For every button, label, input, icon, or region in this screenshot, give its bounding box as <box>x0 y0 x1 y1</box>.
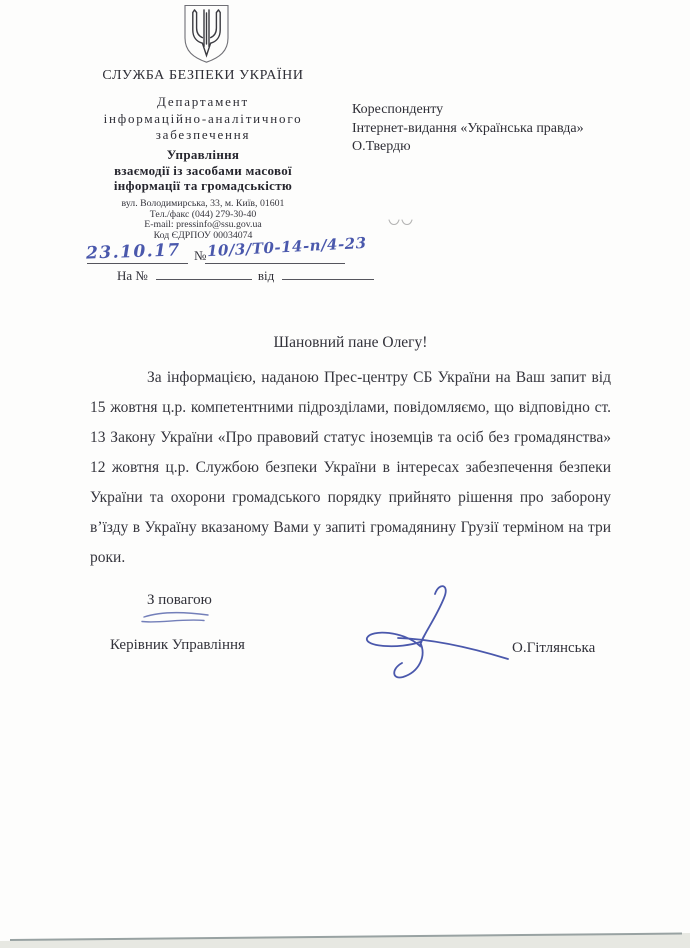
phone-line: Тел./факс (044) 279-30-40 <box>149 208 257 220</box>
trident-icon <box>183 4 230 64</box>
reply-number-blank-line <box>156 267 252 280</box>
addressee-line: О.Твердю <box>352 139 411 154</box>
department-line: Департамент <box>157 94 249 109</box>
department-line: інформаційно-аналітичного <box>103 110 303 126</box>
addressee-line: Інтернет-видання «Українська правда» <box>352 120 584 136</box>
reply-date-blank-line <box>282 267 374 280</box>
reply-reference-row <box>117 267 374 284</box>
outgoing-date-handwritten: 23.10.17 <box>85 240 182 264</box>
outgoing-number-blank-line <box>205 263 345 264</box>
regards-underline-flourish <box>140 609 212 626</box>
body-paragraph: За інформацією, наданою Прес-центру СБ України на Ваш запит від 15 жовтня ц.р. компетентними підрозділами, повідомляємо, що відповідно ст. 13 Закону України «Про правовий статус іноземців та осіб без громадянства» 12 жовтня ц.р. Службою безпеки України в інтересах забезпечення безпеки України та охорони громадського порядку прийнято рішення про заборону в’їзду в Україну вказаному Вами у запиті громадянину Грузії терміном на три роки. <box>90 369 611 566</box>
coat-of-arms-emblem <box>183 4 230 64</box>
email-line: E-mail: pressinfo@ssu.gov.ua <box>144 219 262 231</box>
signer-position: Керівник Управління <box>110 637 245 653</box>
outgoing-date-blank-line <box>87 263 188 264</box>
addressee-line: Кореспонденту <box>352 102 444 117</box>
reply-from-label: від <box>257 268 275 283</box>
outgoing-number-label: № <box>194 248 207 263</box>
addressee-block <box>352 101 672 157</box>
reply-label: На № <box>117 268 148 283</box>
scan-bottom-edge <box>0 930 690 948</box>
division-line: Управління <box>166 147 240 162</box>
contact-block <box>67 199 339 241</box>
regards-text: З повагою <box>147 592 212 608</box>
address-line: вул. Володимирська, 33, м. Київ, 01601 <box>121 198 285 209</box>
stray-ink-mark <box>386 216 420 229</box>
department-name <box>67 94 339 144</box>
division-line: взаємодії із засобами масової <box>114 162 292 178</box>
agency-name: СЛУЖБА БЕЗПЕКИ УКРАЇНИ <box>102 68 304 83</box>
department-line: забезпечення <box>155 127 251 142</box>
division-name <box>67 147 339 194</box>
outgoing-number-handwritten: 10/3/Т0-14-п/4-23 <box>206 233 367 261</box>
signature-ink <box>340 578 512 684</box>
division-line: інформації та громадськістю <box>113 178 293 193</box>
salutation: Шановний пане Олегу! <box>273 334 428 351</box>
signer-name: О.Гітлянська <box>512 640 596 656</box>
edrpou-line: Код ЄДРПОУ 00034074 <box>153 229 253 241</box>
